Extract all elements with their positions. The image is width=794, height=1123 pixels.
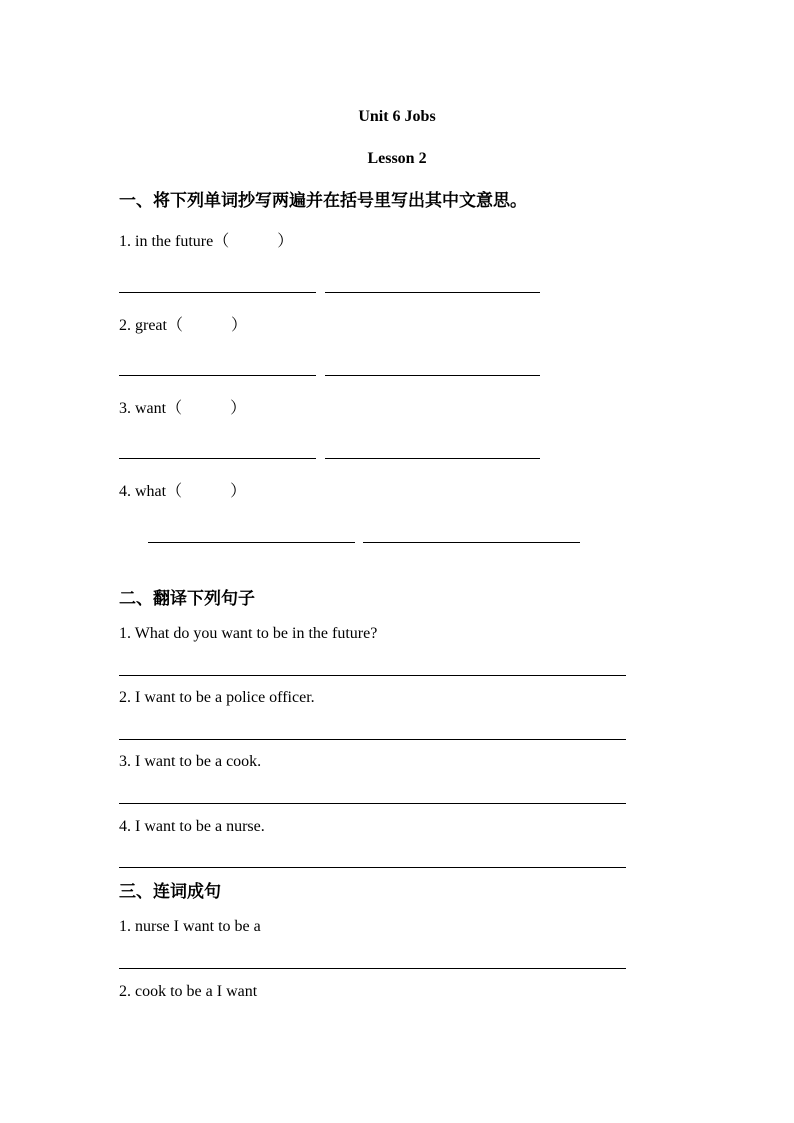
translate-item-2: 2. I want to be a police officer. (119, 689, 315, 706)
word-item-4: 4. what（ ） (119, 483, 247, 500)
copy-line-4a[interactable] (148, 542, 355, 543)
answer-line-translate-2[interactable] (119, 739, 626, 740)
copy-line-2a[interactable] (119, 375, 316, 376)
arrange-item-1: 1. nurse I want to be a (119, 918, 261, 935)
lesson-subtitle: Lesson 2 (367, 150, 427, 167)
copy-line-1a[interactable] (119, 292, 316, 293)
translate-item-3: 3. I want to be a cook. (119, 753, 262, 770)
copy-line-3a[interactable] (119, 458, 316, 459)
copy-line-4b[interactable] (363, 542, 580, 543)
copy-line-3b[interactable] (325, 458, 540, 459)
translate-item-1: 1. What do you want to be in the future? (119, 625, 378, 642)
section-2-heading: 二、翻译下列句子 (119, 589, 255, 608)
section-3-heading: 三、连词成句 (119, 882, 221, 901)
arrange-item-2: 2. cook to be a I want (119, 983, 258, 1000)
answer-line-translate-3[interactable] (119, 803, 626, 804)
translate-item-4: 4. I want to be a nurse. (119, 818, 265, 835)
word-item-1: 1. in the future（ ） (119, 233, 294, 250)
section-1-heading: 一、将下列单词抄写两遍并在括号里写出其中文意思。 (119, 191, 527, 210)
document-title: Unit 6 Jobs (358, 108, 436, 125)
word-item-2: 2. great（ ） (119, 317, 247, 334)
answer-line-translate-4[interactable] (119, 867, 626, 868)
answer-line-translate-1[interactable] (119, 675, 626, 676)
answer-line-arrange-1[interactable] (119, 968, 626, 969)
word-item-3: 3. want（ ） (119, 400, 247, 417)
copy-line-1b[interactable] (325, 292, 540, 293)
copy-line-2b[interactable] (325, 375, 540, 376)
